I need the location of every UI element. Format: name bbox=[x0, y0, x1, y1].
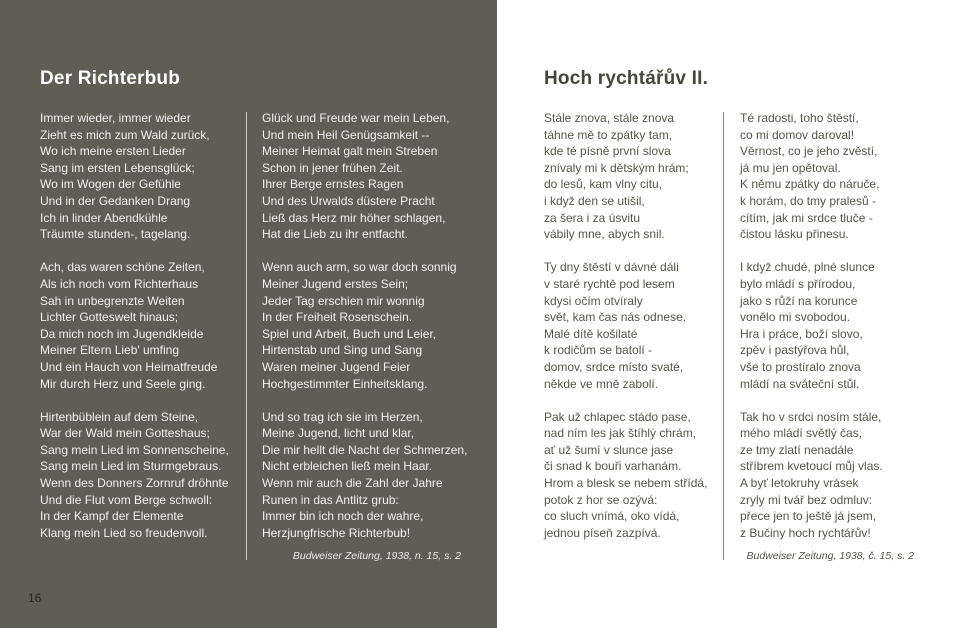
poem-line: Zieht es mich zum Wald zurück, bbox=[40, 127, 210, 142]
left-poem-title: Der Richterbub bbox=[40, 68, 181, 89]
poem-line: Spiel und Arbeit, Buch und Leier, bbox=[262, 326, 437, 341]
poem-line: Hochgestimmter Einheitsklang. bbox=[262, 376, 428, 391]
poem-line: Mir durch Herz und Seele ging. bbox=[40, 376, 206, 391]
poem-line: Und mein Heil Genügsamkeit -- bbox=[262, 127, 430, 142]
poem-line: Und des Urwalds düstere Pracht bbox=[262, 193, 435, 208]
poem-line: jednou píseň zazpívá. bbox=[544, 525, 661, 540]
poem-line: Té radosti, toho štěstí, bbox=[740, 111, 859, 125]
poem-line: Und in der Gedanken Drang bbox=[40, 193, 191, 208]
poem-line: Und die Flut vom Berge schwoll: bbox=[40, 492, 213, 507]
right-source-citation: Budweiser Zeitung, 1938, č. 15, s. 2 bbox=[746, 550, 914, 562]
left-poem-column-2 bbox=[262, 110, 467, 541]
poem-line: jako s růží na koruncе bbox=[740, 293, 858, 308]
poem-line: Ach, das waren schöne Zeiten, bbox=[40, 260, 205, 275]
poem-line: stříbrem kvetoucí můj vlas. bbox=[740, 459, 883, 474]
poem-line: Waren meiner Jugend Feier bbox=[262, 359, 411, 374]
poem-line: Immer wieder, immer wieder bbox=[40, 111, 191, 125]
poem-line: Meiner Jugend erstes Sein; bbox=[262, 276, 409, 291]
poem-line: Hra i práce, boží slovo, bbox=[740, 326, 863, 341]
poem-line: ať už šumí v slunce jase bbox=[544, 442, 674, 457]
poem-line: zpěv i pastýřova hůl, bbox=[740, 343, 850, 358]
stanza bbox=[544, 259, 707, 392]
poem-line: Runen in das Antlitz grub: bbox=[262, 492, 399, 507]
page-number: 16 bbox=[28, 591, 42, 605]
poem-line: In der Freiheit Rosenschein. bbox=[262, 310, 413, 325]
poem-line: Tak ho v srdci nosím stále, bbox=[740, 409, 882, 424]
poem-line: do lesů, kam vlny citu, bbox=[544, 177, 663, 192]
poem-line: k rodičům se batolí - bbox=[544, 343, 653, 358]
stanza bbox=[544, 110, 707, 243]
stanza bbox=[740, 409, 883, 542]
poem-line: Malé dítě košilaté bbox=[544, 326, 638, 341]
poem-line: War der Wald mein Gotteshaus; bbox=[40, 426, 210, 441]
poem-line: Jeder Tag erschien mir wonnig bbox=[262, 293, 425, 308]
poem-line: Pak už chlapec stádo pase, bbox=[544, 409, 691, 424]
right-page bbox=[497, 0, 960, 628]
left-column-divider bbox=[246, 112, 247, 560]
poem-line: Immer bin ich noch der wahre, bbox=[262, 509, 424, 524]
poem-line: Sang im ersten Lebensglück; bbox=[40, 160, 195, 175]
poem-line: či snad k bouři varhanám. bbox=[544, 459, 682, 474]
poem-line: já mu jen opětoval. bbox=[740, 160, 841, 175]
poem-line: vábily mne, abych snil. bbox=[544, 227, 665, 242]
poem-line: domov, srdce místo svaté, bbox=[544, 359, 684, 374]
poem-line: Wenn mir auch die Zahl der Jahre bbox=[262, 476, 443, 491]
right-poem-column-1 bbox=[544, 110, 707, 541]
poem-line: Věrnost, co je jeho zvěstí, bbox=[740, 144, 878, 159]
poem-line: kdysi očím otvíraly bbox=[544, 293, 643, 308]
stanza bbox=[40, 259, 229, 392]
poem-line: Ließ das Herz mir höher schlagen, bbox=[262, 210, 446, 225]
poem-line: v staré rychtě pod lesem bbox=[544, 276, 675, 291]
poem-line: Wenn auch arm, so war doch sonnig bbox=[262, 260, 457, 275]
poem-line: Ty dny štěstí v dávné dáli bbox=[544, 260, 679, 275]
stanza bbox=[544, 409, 707, 542]
poem-line: mládí na sváteční stůl. bbox=[740, 376, 860, 391]
stanza bbox=[262, 409, 467, 542]
poem-line: I když chudé, plné slunce bbox=[740, 260, 875, 275]
poem-line: Herzjungfrische Richterbub! bbox=[262, 525, 411, 540]
poem-line: Sang mein Lied im Sonnenscheine, bbox=[40, 442, 229, 457]
poem-line: Ihrer Berge ernstes Ragen bbox=[262, 177, 404, 192]
poem-line: Wenn des Donners Zornruf dröhnte bbox=[40, 476, 229, 491]
poem-line: cítím, jak mi srdce tluče - bbox=[740, 210, 873, 225]
right-poem-title: Hoch rychtářův II. bbox=[544, 68, 709, 89]
right-column-divider bbox=[723, 112, 724, 560]
poem-line: za šera i za úsvitu bbox=[544, 210, 641, 225]
poem-line: K němu zpátky do náruče, bbox=[740, 177, 880, 192]
poem-line: zryly mi tvář bez odmluv: bbox=[740, 492, 873, 507]
poem-line: Wo im Wogen der Gefühle bbox=[40, 177, 181, 192]
poem-line: čistou lásku přinesu. bbox=[740, 227, 849, 242]
poem-line: Da mich noch im Jugendkleide bbox=[40, 326, 204, 341]
poem-line: co mi domov daroval! bbox=[740, 127, 855, 142]
poem-line: Klang mein Lied so freudenvoll. bbox=[40, 525, 208, 540]
poem-line: Träumte stunden-, tagelang. bbox=[40, 227, 191, 242]
poem-line: Und so trag ich sie im Herzen, bbox=[262, 409, 423, 424]
poem-line: táhne mě to zpátky tam, bbox=[544, 127, 673, 142]
left-source-citation: Budweiser Zeitung, 1938, n. 15, s. 2 bbox=[292, 550, 461, 562]
poem-line: A byť letokruhy vrásek bbox=[740, 476, 859, 491]
stanza bbox=[740, 259, 883, 392]
poem-line: Hrom a blesk se nebem střídá, bbox=[544, 476, 708, 491]
poem-line: Stále znova, stále znova bbox=[544, 111, 675, 125]
poem-line: vše to prostíralo znova bbox=[740, 359, 861, 374]
poem-line: z Bučiny hoch rychtářův! bbox=[740, 525, 871, 540]
poem-line: vonělo mi svobodou. bbox=[740, 310, 851, 325]
poem-line: kde té písně první slova bbox=[544, 144, 671, 159]
poem-line: Nicht erbleichen ließ mein Haar. bbox=[262, 459, 433, 474]
right-poem-column-2 bbox=[740, 110, 883, 541]
poem-line: Die mir hellt die Nacht der Schmerzen, bbox=[262, 442, 468, 457]
poem-line: Sah in unbegrenzte Weiten bbox=[40, 293, 185, 308]
stanza bbox=[262, 259, 467, 392]
poem-line: ze tmy zlatí nenadále bbox=[740, 442, 854, 457]
poem-line: co sluch vnímá, oko vídá, bbox=[544, 509, 680, 524]
poem-line: Ich in linder Abendkühle bbox=[40, 210, 168, 225]
poem-line: i když den se utišil, bbox=[544, 193, 645, 208]
poem-line: znívaly mi k dětským hrám; bbox=[544, 160, 689, 175]
poem-line: Lichter Gotteswelt hinaus; bbox=[40, 310, 179, 325]
poem-line: Sang mein Lied im Sturmgebraus. bbox=[40, 459, 222, 474]
poem-line: Als ich noch vom Richterhaus bbox=[40, 276, 199, 291]
poem-line: Meiner Heimat galt mein Streben bbox=[262, 144, 438, 159]
stanza bbox=[40, 409, 229, 542]
poem-line: Meiner Eltern Lieb' umfing bbox=[40, 343, 180, 358]
poem-line: Wo ich meine ersten Lieder bbox=[40, 144, 186, 159]
stanza bbox=[40, 110, 229, 243]
poem-line: někde ve mně zabolí. bbox=[544, 376, 659, 391]
poem-line: přece jen to ještě já jsem, bbox=[740, 509, 877, 524]
stanza bbox=[262, 110, 467, 243]
poem-line: Meine Jugend, licht und klar, bbox=[262, 426, 415, 441]
stanza bbox=[740, 110, 883, 243]
poem-line: bylo mládí s přírodou, bbox=[740, 276, 856, 291]
poem-line: svět, kam čas nás odnese. bbox=[544, 310, 687, 325]
poem-line: In der Kampf der Elemente bbox=[40, 509, 184, 524]
poem-line: mého mládí světlý čas, bbox=[740, 426, 863, 441]
poem-line: k horám, do tmy pralesů - bbox=[740, 193, 877, 208]
poem-line: Glück und Freude war mein Leben, bbox=[262, 111, 450, 125]
poem-line: nad ním les jak štíhlý chrám, bbox=[544, 426, 697, 441]
poem-line: Hirtenbüblein auf dem Steine, bbox=[40, 409, 199, 424]
poem-line: Hirtenstab und Sing und Sang bbox=[262, 343, 423, 358]
poem-line: Und ein Hauch von Heimatfreude bbox=[40, 359, 218, 374]
poem-line: Hat die Lieb zu ihr entfacht. bbox=[262, 227, 409, 242]
poem-line: Schon in jener frühen Zeit. bbox=[262, 160, 403, 175]
poem-line: potok z hor se ozývá: bbox=[544, 492, 658, 507]
left-poem-column-1 bbox=[40, 110, 229, 541]
